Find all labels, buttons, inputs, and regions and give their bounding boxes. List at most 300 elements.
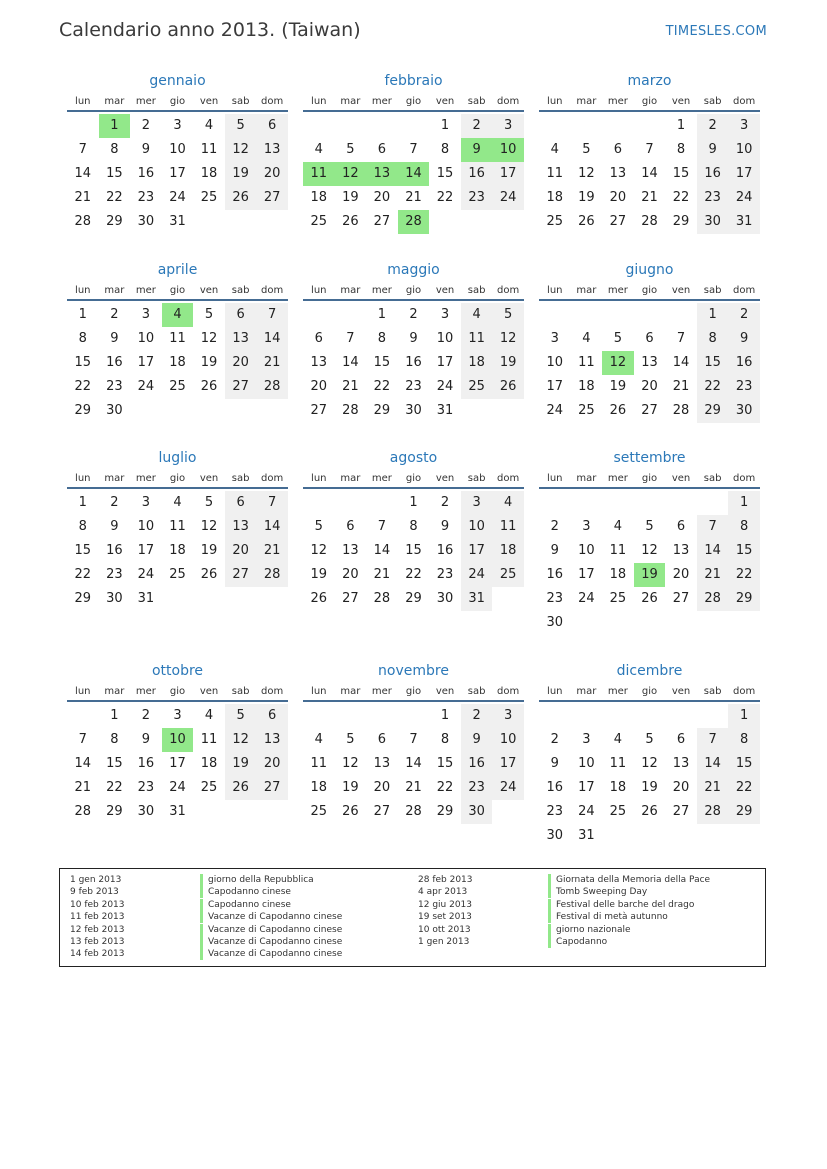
day-cell: 7 bbox=[256, 303, 288, 327]
day-cell: 24 bbox=[436, 379, 454, 394]
day-cell: 28 bbox=[256, 375, 288, 399]
empty-cell bbox=[602, 303, 634, 327]
day-cell: 21 bbox=[697, 776, 729, 800]
day-cell: 19 bbox=[310, 567, 328, 582]
legend-date: 12 feb 2013 bbox=[70, 924, 125, 935]
day-cell: 10 bbox=[461, 515, 493, 539]
day-cell: 6 bbox=[676, 732, 686, 747]
day-cell: 12 bbox=[200, 519, 218, 534]
weekday-label: lun bbox=[547, 285, 563, 296]
day-cell: 16 bbox=[106, 543, 123, 558]
day-cell: 15 bbox=[74, 543, 92, 558]
day-cell: 3 bbox=[141, 495, 151, 510]
day-cell: 31 bbox=[169, 804, 186, 819]
day-cell: 27 bbox=[373, 804, 391, 819]
weekday-label: mer bbox=[371, 285, 392, 296]
day-cell: 2 bbox=[141, 118, 151, 133]
day-cell: 6 bbox=[256, 114, 288, 138]
day-cell: 1 bbox=[728, 491, 760, 515]
day-cell: 22 bbox=[74, 567, 92, 582]
day-cell: 4 bbox=[461, 303, 493, 327]
day-cell: 11 bbox=[546, 166, 564, 181]
day-cell: 23 bbox=[546, 591, 564, 606]
empty-cell bbox=[634, 491, 666, 515]
empty-cell bbox=[634, 704, 666, 728]
day-cell: 26 bbox=[492, 375, 524, 399]
day-cell: 13 bbox=[225, 327, 257, 351]
day-cell: 8 bbox=[110, 732, 119, 747]
day-cell: 3 bbox=[582, 519, 591, 534]
day-cell: 3 bbox=[492, 704, 524, 728]
weekday-label: ven bbox=[199, 285, 219, 296]
day-cell: 5 bbox=[492, 303, 524, 327]
day-cell: 26 bbox=[342, 214, 359, 229]
day-grid bbox=[539, 114, 760, 234]
day-cell: 18 bbox=[200, 756, 218, 771]
day-grid bbox=[303, 114, 524, 234]
holiday-day-cell: 28 bbox=[398, 210, 430, 234]
weekday-label: mar bbox=[340, 285, 361, 296]
day-cell: 13 bbox=[672, 543, 690, 558]
legend-marker bbox=[200, 911, 203, 923]
day-cell: 27 bbox=[672, 804, 690, 819]
day-cell: 4 bbox=[613, 732, 623, 747]
day-cell: 25 bbox=[578, 403, 595, 418]
day-cell: 14 bbox=[256, 327, 288, 351]
day-cell: 21 bbox=[373, 567, 391, 582]
day-cell: 4 bbox=[204, 708, 214, 723]
weekday-label: mar bbox=[340, 686, 361, 697]
day-cell: 23 bbox=[137, 780, 155, 795]
brand-link[interactable]: TIMESLES.COM bbox=[665, 24, 767, 39]
legend-row bbox=[70, 874, 342, 886]
holiday-day-cell: 14 bbox=[398, 162, 430, 186]
empty-cell bbox=[539, 491, 571, 515]
legend-row bbox=[418, 936, 710, 948]
empty-cell bbox=[539, 303, 571, 327]
day-cell: 2 bbox=[110, 495, 119, 510]
day-cell: 7 bbox=[697, 515, 729, 539]
day-cell: 4 bbox=[314, 732, 323, 747]
empty-cell bbox=[602, 114, 634, 138]
day-cell: 28 bbox=[373, 591, 391, 606]
day-cell: 17 bbox=[578, 567, 595, 582]
weekday-label: gio bbox=[405, 473, 422, 484]
empty-cell bbox=[539, 114, 571, 138]
month-title: dicembre bbox=[616, 663, 683, 679]
month-dicembre bbox=[539, 662, 760, 848]
day-cell: 29 bbox=[106, 214, 123, 229]
day-cell: 27 bbox=[225, 563, 257, 587]
day-cell: 6 bbox=[676, 519, 686, 534]
day-cell: 1 bbox=[440, 708, 450, 723]
day-cell: 16 bbox=[137, 756, 155, 771]
weekday-label: mer bbox=[607, 285, 628, 296]
day-cell: 27 bbox=[373, 214, 391, 229]
day-cell: 26 bbox=[225, 776, 257, 800]
day-cell: 18 bbox=[492, 539, 524, 563]
day-cell: 19 bbox=[492, 351, 524, 375]
day-cell: 7 bbox=[409, 732, 418, 747]
day-cell: 8 bbox=[728, 515, 760, 539]
weekday-label: mar bbox=[576, 96, 597, 107]
day-cell: 15 bbox=[106, 166, 123, 181]
day-cell: 2 bbox=[697, 114, 729, 138]
day-cell: 5 bbox=[225, 704, 257, 728]
day-cell: 22 bbox=[672, 190, 690, 205]
day-cell: 2 bbox=[110, 307, 119, 322]
day-cell: 10 bbox=[169, 142, 186, 157]
day-cell: 21 bbox=[74, 780, 92, 795]
day-cell: 30 bbox=[106, 591, 123, 606]
day-cell: 29 bbox=[106, 804, 123, 819]
day-cell: 12 bbox=[200, 331, 218, 346]
weekday-label: ven bbox=[435, 285, 455, 296]
day-cell: 1 bbox=[440, 118, 450, 133]
legend-row bbox=[70, 948, 342, 960]
day-cell: 9 bbox=[728, 327, 760, 351]
day-cell: 11 bbox=[169, 519, 186, 534]
day-cell: 20 bbox=[225, 539, 257, 563]
month-maggio bbox=[303, 261, 524, 423]
legend-date: 4 apr 2013 bbox=[418, 887, 468, 898]
day-cell: 15 bbox=[728, 752, 760, 776]
day-cell: 10 bbox=[436, 331, 454, 346]
weekday-label: gio bbox=[169, 285, 186, 296]
day-cell: 5 bbox=[346, 732, 355, 747]
day-cell: 29 bbox=[436, 804, 454, 819]
day-cell: 25 bbox=[310, 214, 328, 229]
day-cell: 7 bbox=[256, 491, 288, 515]
day-cell: 18 bbox=[546, 190, 564, 205]
day-cell: 23 bbox=[461, 776, 493, 800]
weekday-label: mar bbox=[340, 96, 361, 107]
weekday-label: mar bbox=[576, 473, 597, 484]
weekday-label: dom bbox=[497, 686, 520, 697]
day-cell: 25 bbox=[609, 804, 627, 819]
month-title: agosto bbox=[389, 450, 438, 466]
day-cell: 26 bbox=[641, 804, 658, 819]
empty-cell bbox=[303, 704, 335, 728]
day-cell: 19 bbox=[578, 190, 595, 205]
weekday-label: dom bbox=[261, 285, 284, 296]
day-cell: 10 bbox=[578, 543, 595, 558]
day-cell: 22 bbox=[697, 375, 729, 399]
day-cell: 25 bbox=[546, 214, 564, 229]
weekday-label: ven bbox=[435, 96, 455, 107]
day-cell: 21 bbox=[697, 563, 729, 587]
legend-row bbox=[70, 899, 342, 911]
day-cell: 2 bbox=[141, 708, 151, 723]
day-cell: 28 bbox=[74, 804, 92, 819]
day-cell: 18 bbox=[310, 190, 328, 205]
day-cell: 17 bbox=[578, 780, 595, 795]
day-cell: 9 bbox=[141, 142, 151, 157]
legend-row bbox=[418, 911, 710, 923]
weekday-label: ven bbox=[199, 686, 219, 697]
day-cell: 22 bbox=[436, 190, 454, 205]
month-agosto bbox=[303, 449, 524, 611]
legend-holiday-name: giorno nazionale bbox=[556, 924, 631, 935]
weekday-header bbox=[539, 684, 760, 702]
day-cell: 16 bbox=[106, 355, 123, 370]
day-cell: 27 bbox=[256, 776, 288, 800]
day-cell: 6 bbox=[377, 732, 387, 747]
weekday-label: lun bbox=[311, 686, 327, 697]
day-cell: 19 bbox=[342, 780, 359, 795]
day-cell: 3 bbox=[173, 118, 182, 133]
day-cell: 22 bbox=[728, 563, 760, 587]
day-grid bbox=[303, 704, 524, 824]
weekday-label: mer bbox=[607, 686, 628, 697]
day-cell: 20 bbox=[310, 379, 328, 394]
day-cell: 23 bbox=[461, 186, 493, 210]
day-cell: 3 bbox=[141, 307, 151, 322]
day-cell: 5 bbox=[582, 142, 591, 157]
month-title: febbraio bbox=[384, 73, 443, 89]
weekday-label: ven bbox=[199, 473, 219, 484]
holiday-day-cell: 1 bbox=[99, 114, 131, 138]
day-cell: 3 bbox=[461, 491, 493, 515]
day-cell: 14 bbox=[256, 515, 288, 539]
day-cell: 10 bbox=[137, 519, 155, 534]
empty-cell bbox=[398, 114, 430, 138]
day-cell: 20 bbox=[342, 567, 359, 582]
month-aprile bbox=[67, 261, 288, 423]
day-cell: 15 bbox=[436, 756, 454, 771]
legend-row bbox=[70, 936, 342, 948]
empty-cell bbox=[665, 491, 697, 515]
day-cell: 17 bbox=[436, 355, 454, 370]
day-cell: 17 bbox=[137, 355, 155, 370]
empty-cell bbox=[634, 303, 666, 327]
weekday-label: lun bbox=[75, 473, 91, 484]
day-cell: 1 bbox=[78, 495, 87, 510]
weekday-label: mer bbox=[371, 686, 392, 697]
day-cell: 29 bbox=[405, 591, 422, 606]
legend-marker bbox=[548, 924, 551, 936]
day-cell: 31 bbox=[169, 214, 186, 229]
day-cell: 13 bbox=[342, 543, 359, 558]
day-cell: 1 bbox=[110, 708, 119, 723]
day-cell: 30 bbox=[728, 399, 760, 423]
day-cell: 28 bbox=[342, 403, 359, 418]
day-cell: 7 bbox=[676, 331, 686, 346]
day-cell: 27 bbox=[641, 403, 658, 418]
day-cell: 14 bbox=[74, 166, 92, 181]
day-cell: 3 bbox=[582, 732, 591, 747]
month-title: gennaio bbox=[149, 73, 206, 89]
day-cell: 25 bbox=[200, 780, 218, 795]
day-cell: 16 bbox=[546, 567, 564, 582]
day-cell: 17 bbox=[461, 539, 493, 563]
day-cell: 24 bbox=[492, 776, 524, 800]
day-cell: 17 bbox=[137, 543, 155, 558]
day-cell: 6 bbox=[645, 331, 654, 346]
legend-marker bbox=[548, 911, 551, 923]
day-cell: 10 bbox=[546, 355, 564, 370]
day-cell: 12 bbox=[492, 327, 524, 351]
day-cell: 24 bbox=[492, 186, 524, 210]
day-cell: 12 bbox=[342, 756, 359, 771]
empty-cell bbox=[602, 704, 634, 728]
weekday-label: mar bbox=[104, 473, 125, 484]
day-cell: 28 bbox=[672, 403, 690, 418]
day-cell: 8 bbox=[697, 327, 729, 351]
day-cell: 12 bbox=[310, 543, 328, 558]
legend-holiday-name: Vacanze di Capodanno cinese bbox=[208, 949, 343, 960]
day-cell: 4 bbox=[173, 495, 182, 510]
month-title: giugno bbox=[625, 262, 674, 278]
weekday-label: mer bbox=[371, 96, 392, 107]
weekday-label: lun bbox=[547, 473, 563, 484]
day-cell: 9 bbox=[141, 732, 151, 747]
day-cell: 5 bbox=[645, 732, 654, 747]
day-cell: 13 bbox=[641, 355, 658, 370]
empty-cell bbox=[335, 491, 367, 515]
day-cell: 8 bbox=[728, 728, 760, 752]
day-grid bbox=[67, 303, 288, 423]
day-cell: 30 bbox=[137, 214, 155, 229]
holiday-day-cell: 13 bbox=[366, 162, 398, 186]
month-luglio bbox=[67, 449, 288, 611]
empty-cell bbox=[366, 114, 398, 138]
day-cell: 20 bbox=[641, 379, 658, 394]
legend-holiday-name: giorno della Repubblica bbox=[208, 875, 314, 885]
day-cell: 13 bbox=[256, 138, 288, 162]
legend-date: 12 giu 2013 bbox=[418, 899, 472, 910]
day-cell: 26 bbox=[200, 567, 218, 582]
empty-cell bbox=[335, 114, 367, 138]
day-cell: 16 bbox=[436, 543, 454, 558]
day-cell: 29 bbox=[697, 399, 729, 423]
month-gennaio bbox=[67, 72, 288, 234]
weekday-label: ven bbox=[671, 96, 691, 107]
day-cell: 9 bbox=[550, 756, 559, 771]
day-cell: 28 bbox=[256, 563, 288, 587]
holiday-day-cell: 19 bbox=[634, 563, 666, 587]
day-cell: 8 bbox=[409, 519, 418, 534]
holiday-day-cell: 10 bbox=[492, 138, 524, 162]
day-cell: 23 bbox=[728, 375, 760, 399]
weekday-label: dom bbox=[733, 686, 756, 697]
weekday-label: mer bbox=[371, 473, 392, 484]
legend-row bbox=[418, 899, 710, 911]
weekday-label: dom bbox=[261, 96, 284, 107]
day-cell: 3 bbox=[492, 114, 524, 138]
day-cell: 13 bbox=[373, 756, 391, 771]
weekday-label: lun bbox=[311, 96, 327, 107]
day-cell: 25 bbox=[492, 563, 524, 587]
day-cell: 19 bbox=[225, 752, 257, 776]
weekday-label: gio bbox=[641, 285, 658, 296]
day-cell: 1 bbox=[676, 118, 686, 133]
day-cell: 25 bbox=[169, 567, 186, 582]
day-cell: 25 bbox=[200, 190, 218, 205]
day-cell: 13 bbox=[609, 166, 627, 181]
holiday-legend bbox=[59, 868, 766, 967]
month-title: ottobre bbox=[151, 663, 204, 679]
day-cell: 25 bbox=[609, 591, 627, 606]
month-novembre bbox=[303, 662, 524, 824]
day-cell: 14 bbox=[697, 752, 729, 776]
day-cell: 21 bbox=[641, 190, 658, 205]
day-cell: 30 bbox=[461, 800, 493, 824]
day-cell: 10 bbox=[492, 728, 524, 752]
day-cell: 18 bbox=[169, 543, 186, 558]
legend-marker bbox=[200, 936, 203, 948]
day-cell: 14 bbox=[672, 355, 690, 370]
day-cell: 12 bbox=[641, 543, 658, 558]
day-cell: 21 bbox=[256, 539, 288, 563]
day-cell: 20 bbox=[256, 752, 288, 776]
day-cell: 10 bbox=[578, 756, 595, 771]
day-cell: 28 bbox=[405, 804, 422, 819]
day-cell: 18 bbox=[461, 351, 493, 375]
day-cell: 20 bbox=[609, 190, 627, 205]
day-cell: 20 bbox=[225, 351, 257, 375]
weekday-label: dom bbox=[733, 285, 756, 296]
day-cell: 15 bbox=[697, 351, 729, 375]
day-cell: 6 bbox=[377, 142, 387, 157]
legend-row bbox=[418, 874, 710, 886]
weekday-header bbox=[303, 471, 524, 489]
day-cell: 18 bbox=[169, 355, 186, 370]
legend-row bbox=[70, 886, 342, 898]
empty-cell bbox=[335, 303, 367, 327]
day-cell: 11 bbox=[578, 355, 595, 370]
weekday-label: gio bbox=[641, 686, 658, 697]
weekday-label: dom bbox=[497, 285, 520, 296]
weekday-label: sab bbox=[703, 285, 722, 296]
empty-cell bbox=[303, 303, 335, 327]
day-cell: 14 bbox=[74, 756, 92, 771]
day-cell: 30 bbox=[546, 828, 564, 843]
day-cell: 22 bbox=[373, 379, 391, 394]
day-cell: 3 bbox=[550, 331, 559, 346]
day-cell: 5 bbox=[204, 307, 214, 322]
month-title: maggio bbox=[387, 262, 440, 278]
month-title: aprile bbox=[157, 262, 198, 278]
day-cell: 31 bbox=[578, 828, 595, 843]
day-cell: 1 bbox=[728, 704, 760, 728]
day-cell: 26 bbox=[641, 591, 658, 606]
holiday-day-cell: 9 bbox=[461, 138, 493, 162]
weekday-label: sab bbox=[703, 96, 722, 107]
day-cell: 12 bbox=[225, 728, 257, 752]
empty-cell bbox=[303, 114, 335, 138]
day-cell: 29 bbox=[672, 214, 690, 229]
weekday-header bbox=[539, 283, 760, 301]
weekday-label: sab bbox=[467, 473, 486, 484]
day-cell: 24 bbox=[169, 780, 186, 795]
legend-holiday-name: Giornata della Memoria della Pace bbox=[556, 875, 711, 885]
legend-marker bbox=[548, 899, 551, 911]
legend-marker bbox=[548, 936, 551, 948]
month-title: settembre bbox=[613, 450, 686, 466]
day-cell: 22 bbox=[728, 776, 760, 800]
day-cell: 22 bbox=[74, 379, 92, 394]
day-cell: 26 bbox=[200, 379, 218, 394]
day-cell: 1 bbox=[78, 307, 87, 322]
day-grid bbox=[303, 303, 524, 423]
day-cell: 6 bbox=[225, 303, 257, 327]
day-cell: 6 bbox=[314, 331, 323, 346]
day-cell: 23 bbox=[137, 190, 155, 205]
legend-holiday-name: Festival delle barche del drago bbox=[556, 899, 695, 910]
holiday-day-cell: 10 bbox=[162, 728, 194, 752]
weekday-label: sab bbox=[231, 285, 250, 296]
